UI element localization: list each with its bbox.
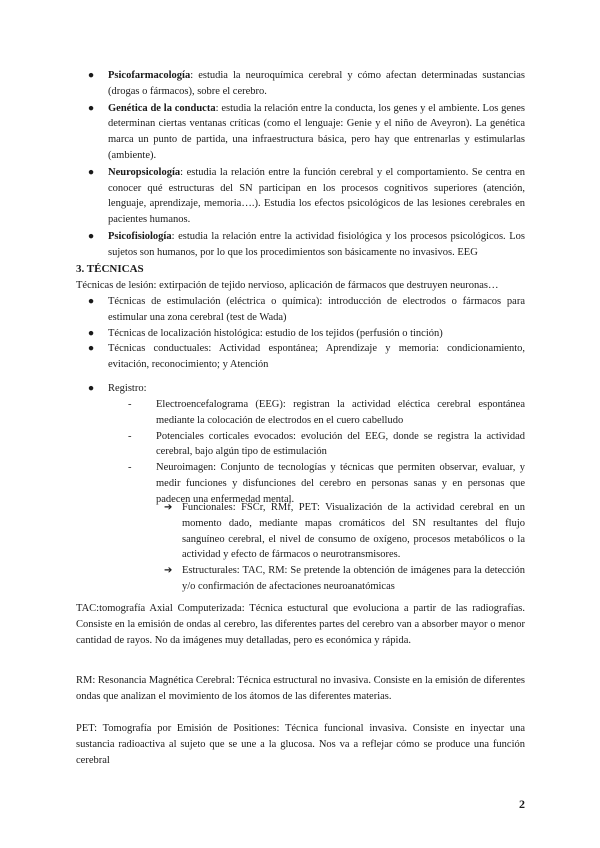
item-text: Técnicas de estimulación (eléctrica o química): introducción de electrodos o fármacos para estimular una zona cerebral (test de Wada)	[108, 296, 525, 323]
item-text: Estructurales: TAC, RM: Se pretende la obtención de imágenes para la detección y/o confirmación de afectaciones neuroanatómicas	[182, 565, 525, 592]
list-item	[164, 500, 525, 563]
dash-icon: -	[128, 399, 132, 410]
disciplines-list	[84, 68, 525, 261]
registro-list	[128, 397, 525, 508]
definition: : estudia la relación entre la función cerebral y el comportamiento. Se centra en conocer qué estructuras del SN participan en los procesos cognitivos superiores (atención, lenguaje, aprendizaje, memoria….). Estudia los efectos psicológicos de las lesiones cerebrales en pacientes humanos.	[108, 166, 525, 226]
bullet-icon: ●	[87, 327, 95, 339]
list-item	[84, 165, 525, 228]
term: Psicofisiología	[108, 230, 172, 242]
definition: : estudia la relación entre la actividad fisiológica y los procesos psicológicos. Los sujetos son humanos, por lo que los procedimientos son básicamente no invasivos. EEG	[108, 230, 525, 258]
list-item	[84, 381, 525, 397]
list-item	[164, 563, 525, 595]
item-text: Neuroimagen: Conjunto de tecnologías y técnicas que permiten observar, evaluar, y medir funciones y disfunciones del cerebro en personas sanas y en personas que padecen una enfermedad mental.	[156, 462, 525, 505]
bullet-icon: ●	[87, 230, 95, 242]
list-item	[84, 229, 525, 261]
dash-icon: -	[128, 462, 132, 474]
bullet-icon: ●	[87, 343, 95, 355]
item-text: Funcionales: FSCr, RMf, PET: Visualización de la actividad cerebral en un momento dado, mediante mapas cromáticos del SN resultantes del flujo sanguíneo cerebral, el nivel de consumo de oxígeno, procesos metabólicos o la actividad y efecto de fármacos o neurotransmisores.	[182, 502, 525, 561]
term: Psicofarmacología	[108, 70, 191, 81]
item-text: Técnicas conductuales: Actividad espontánea; Aprendizaje y memoria: condicionamiento, evitación, reconocimiento; y Atención	[108, 343, 525, 371]
term: Neuropsicología	[108, 166, 181, 178]
bullet-icon: ●	[87, 296, 95, 307]
item-text: Electroencefalograma (EEG): registran la actividad eléctica cerebral espontánea mediante la colocación de electrodos en el cuero cabelludo	[156, 399, 525, 426]
list-item	[128, 429, 525, 461]
term: Genética de la conducta	[108, 102, 216, 114]
definition: : estudia la neuroquímica cerebral y cómo afectan determinadas sustancias (drogas o fármacos), sobre el cerebro.	[108, 70, 525, 97]
bullet-icon: ●	[87, 102, 95, 114]
bullet-icon: ●	[87, 383, 95, 394]
list-item	[84, 101, 525, 164]
list-item	[84, 326, 525, 342]
bullet-icon: ●	[87, 70, 95, 81]
list-item	[84, 294, 525, 326]
dash-icon: -	[128, 430, 132, 442]
paragraph-pet: PET: Tomografía por Emisión de Positiones: Técnica funcional invasiva. Consiste en inyectar una sustancia radioactiva al sujeto que se une a la glucosa. Nos va a reflejar cómo se produce una función cerebral	[76, 723, 525, 766]
tecnicas-list	[84, 294, 525, 373]
registro-label: Registro:	[108, 383, 147, 394]
page-number: 2	[519, 797, 525, 811]
neuroimagen-list	[164, 500, 525, 595]
bullet-icon: ●	[87, 166, 95, 178]
registro-bullet	[84, 381, 525, 397]
arrow-right-icon: ➔	[164, 565, 173, 577]
paragraph-rm: RM: Resonancia Magnética Cerebral: Técnica estructural no invasiva. Consiste en la emisión de diferentes ondas que analizan el movimiento de los átomos de las diferentes materias.	[76, 675, 525, 702]
list-item	[84, 341, 525, 373]
tecnicas-intro: Técnicas de lesión: extirpación de tejido nervioso, aplicación de fármacos que destruyen neuronas…	[76, 280, 499, 291]
section-title: 3. TÉCNICAS	[76, 263, 144, 275]
arrow-right-icon: ➔	[164, 502, 173, 513]
item-text: Técnicas de localización histológica: estudio de los tejidos (perfusión o tinción)	[108, 327, 443, 339]
item-text: Potenciales corticales evocados: evolución del EEG, donde se registra la actividad cerebral, bajo algún tipo de estimulación	[156, 430, 525, 458]
list-item	[84, 68, 525, 100]
list-item	[128, 397, 525, 429]
definition: : estudia la relación entre la conducta, los genes y el ambiente. Los genes determinan ciertas ventanas críticas (como el lenguaje: Genie y el niño de Aveyron). La genética marca un punto de partida, una infraestructura básica, pero hay que entrenarlas y estimularlas (ambiente).	[108, 102, 526, 161]
paragraph-tac: TAC:tomografía Axial Computerizada: Técnica estuctural que evoluciona a partir de las radiografías. Consiste en la emisión de ondas al cerebro, las diferentes partes del cerebro van a absorber mayor o menor cantidad de rayos. No da imágenes muy detalladas, pero es económica y rápida.	[76, 603, 525, 646]
